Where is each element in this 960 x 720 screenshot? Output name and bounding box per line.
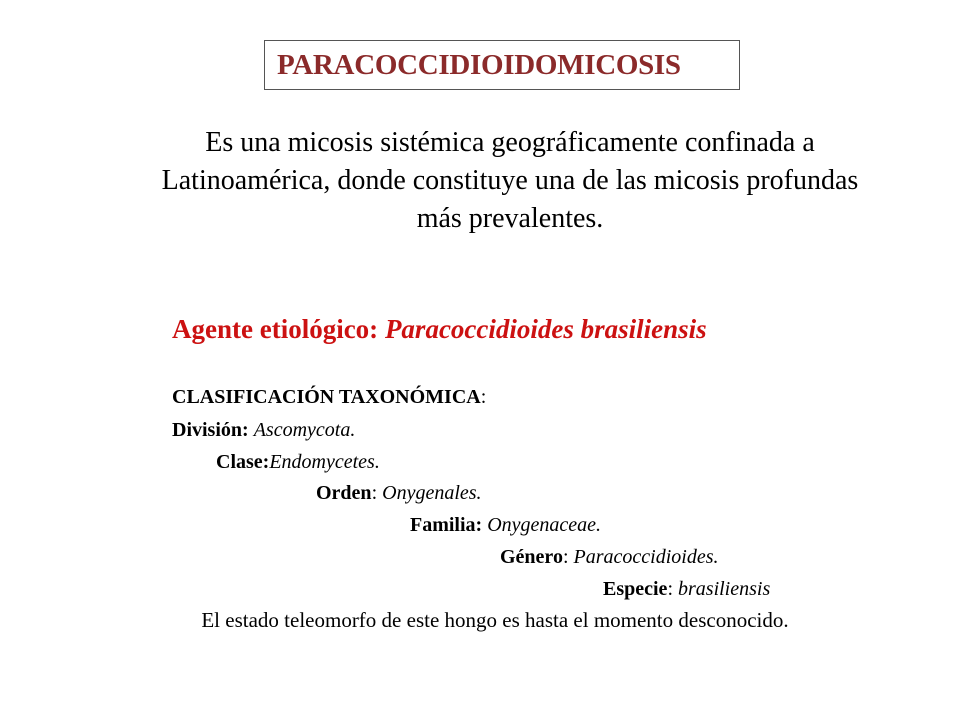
taxonomy-row-genero	[500, 545, 718, 569]
taxonomy-value: Paracoccidioides.	[573, 546, 719, 568]
taxonomy-header-label: CLASIFICACIÓN TAXONÓMICA	[172, 386, 481, 408]
taxonomy-row-especie	[603, 577, 770, 601]
etiologic-agent-species: Paracoccidioides brasiliensis	[384, 314, 707, 344]
taxonomy-value: brasiliensis	[678, 578, 771, 600]
taxonomy-label: Familia:	[410, 514, 483, 536]
taxonomy-value: Onygenaceae.	[487, 514, 602, 536]
taxonomy-label: Género	[500, 546, 563, 568]
taxonomy-row-division	[172, 418, 355, 442]
taxonomy-value: Ascomycota.	[253, 419, 356, 441]
taxonomy-label: División:	[172, 419, 249, 441]
taxonomy-row-familia	[410, 513, 601, 537]
taxonomy-header	[172, 385, 486, 409]
taxonomy-separator: :	[667, 578, 678, 600]
footer-note: El estado teleomorfo de este hongo es hasta el momento desconocido.	[201, 608, 789, 632]
taxonomy-header-suffix: :	[480, 386, 487, 408]
taxonomy-label: Orden	[316, 482, 372, 504]
taxonomy-row-orden	[316, 481, 482, 505]
taxonomy-row-clase	[216, 450, 380, 474]
taxonomy-value: Endomycetes.	[269, 451, 380, 473]
taxonomy-separator: :	[371, 482, 383, 504]
taxonomy-value: Onygenales.	[382, 482, 482, 504]
taxonomy-separator: :	[562, 546, 574, 568]
intro-paragraph: Es una micosis sistémica geográficamente confinada a Latinoamérica, donde constituye una de las micosis profundas más prevalentes.	[161, 127, 859, 234]
etiologic-agent-label: Agente etiológico:	[172, 314, 385, 344]
taxonomy-label: Especie	[603, 578, 668, 600]
taxonomy-label: Clase:	[216, 451, 270, 473]
title-box	[264, 40, 740, 90]
etiologic-agent	[172, 314, 707, 345]
page-title: PARACOCCIDIOIDOMICOSIS	[277, 48, 681, 81]
